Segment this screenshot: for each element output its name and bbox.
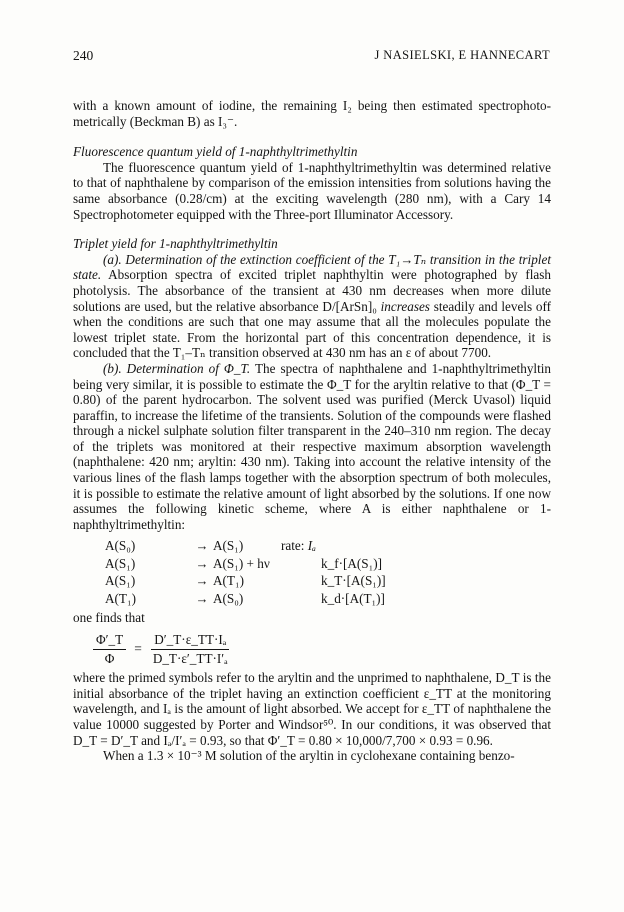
scheme-arrow: → bbox=[195, 573, 209, 589]
running-header bbox=[73, 48, 550, 66]
scheme-product: A(S₀) bbox=[213, 590, 244, 606]
emphasis-increases: increases bbox=[380, 298, 430, 314]
scheme-row bbox=[105, 590, 551, 608]
scheme-row bbox=[105, 555, 551, 573]
subsection-a-title: (a). Determination of the extinction coefficient of the T₁→Tₙ transition in the triplet state. bbox=[73, 251, 551, 283]
equation-rhs bbox=[150, 632, 231, 666]
subsection-b-title: (b). Determination of Φ_T. bbox=[103, 360, 251, 376]
scheme-rate: k_f·[A(S₁)] bbox=[321, 555, 382, 571]
equation-equals: = bbox=[134, 641, 142, 657]
scheme-product: A(T₁) bbox=[213, 573, 244, 589]
scheme-row bbox=[105, 537, 551, 555]
section-heading-fluorescence: Fluorescence quantum yield of 1-naphthyltrimethyltin bbox=[73, 144, 358, 160]
running-authors: J NASIELSKI, E HANNECART bbox=[374, 48, 550, 62]
paragraph-extinction-text-1: Absorption spectra of excited triplet naphthyltin were photographed by flash photolysis. The absorbance of the transient at 430 nm decreases when more dilute solutions are used, but the relative absorbance D/[ArSn]₀ bbox=[73, 267, 551, 314]
scheme-product: A(S₁) bbox=[213, 538, 244, 554]
paragraph-triplet-yield bbox=[73, 361, 551, 533]
quantum-yield-equation bbox=[93, 632, 551, 666]
equation-lhs bbox=[93, 632, 126, 666]
scheme-arrow: → bbox=[195, 590, 209, 606]
paragraph-one-finds: one finds that bbox=[73, 610, 145, 626]
scheme-arrow: → bbox=[195, 555, 209, 571]
paragraph-triplet-yield-text: The spectra of naphthalene and 1-naphthyltrimethyltin being very similar, it is possible to estimate the Φ_T for the aryltin relative to that (Φ_T = 0.80) of the parent hydrocarbon. The solvent used was purified (Merck Uvasol) liquid paraffin, to increase the lifetime of the transients. Solution of the compounds were flashed through a nickel sulphate solution filter transparent in the 240–310 nm region. The decay of the triplets was monitored at their respective maximum absorption wavelength (naphthalene: 420 nm; aryltin: 430 nm). Taking into account the relative intensity of the various lines of the flash lamps together with the absorption spectrum of both molecules, it is possible to estimate the relative amount of light absorbed by the solutions. If one now assumes the following kinetic scheme, where A is either naphthalene or 1-naphthyltrimethyltin: bbox=[73, 360, 551, 532]
paragraph-fluorescence: The fluorescence quantum yield of 1-naphthyltrimethyltin was determined relative to that of naphthalene by comparison of the emission intensities from solutions having the same absorbance (0.28/cm) at the exciting wavelength (280 nm), with a Cary 14 Spectrophotometer equipped with the Three-port Illuminator Accessory. bbox=[73, 159, 551, 222]
scheme-reactant: A(S₀) bbox=[105, 538, 136, 554]
equation-rhs-denominator: D_T·ε′_TT·I′ₐ bbox=[152, 650, 228, 666]
scheme-rate-label: rate: bbox=[281, 538, 305, 554]
scheme-rate: k_T·[A(S₁)] bbox=[321, 573, 386, 589]
paragraph-primed-symbols: where the primed symbols refer to the aryltin and the unprimed to naphthalene, D_T is the initial absorbance of the triplet having an extinction coefficient ε_TT at the monitoring wavelength, and Iₐ is the amount of light absorbed. We accept for ε_TT of naphthalene the value 10000 suggested by Porter and Windsor⁵⁰. In our conditions, it was observed that D_T = D′_T and Iₐ/I′ₐ = 0.93, so that Φ′_T = 0.80 × 10,000/7,700 × 0.93 = 0.96. bbox=[73, 670, 551, 748]
scheme-reactant: A(S₁) bbox=[105, 555, 136, 571]
equation-rhs-numerator: D′_T·ε_TT·Iₐ bbox=[151, 632, 229, 650]
scheme-rate bbox=[281, 538, 451, 554]
paragraph-extinction-text-2: steadily and levels off when the conditions are such that one may assume that all the molecules populate the lowest triplet state. From the horizontal part of this concentration dependence, it is concluded that the T₁–Tₙ transition observed at 430 nm has an ε of about 7700. bbox=[73, 298, 552, 361]
paragraph-iodine: with a known amount of iodine, the remaining I₂ being then estimated spectrophotometrically (Beckman B) as I₃⁻. bbox=[73, 98, 551, 129]
page-body bbox=[73, 98, 551, 764]
equation-lhs-denominator: Φ bbox=[104, 650, 115, 666]
paragraph-benzo: When a 1.3 × 10⁻³ M solution of the aryltin in cyclohexane containing benzo- bbox=[103, 748, 515, 764]
page-number: 240 bbox=[73, 48, 94, 63]
scheme-reactant: A(S₁) bbox=[105, 573, 136, 589]
scheme-row bbox=[105, 572, 551, 590]
scheme-arrow: → bbox=[195, 538, 209, 554]
scheme-rate: k_d·[A(T₁)] bbox=[321, 590, 385, 606]
scheme-reactant: A(T₁) bbox=[105, 590, 136, 606]
scheme-product: A(S₁) + hν bbox=[213, 555, 270, 571]
section-heading-triplet: Triplet yield for 1-naphthyltrimethyltin bbox=[73, 236, 278, 252]
kinetic-scheme bbox=[105, 537, 551, 607]
scheme-rate-value: Iₐ bbox=[307, 538, 316, 554]
paragraph-extinction bbox=[73, 252, 551, 361]
equation-lhs-numerator: Φ′_T bbox=[93, 632, 126, 650]
